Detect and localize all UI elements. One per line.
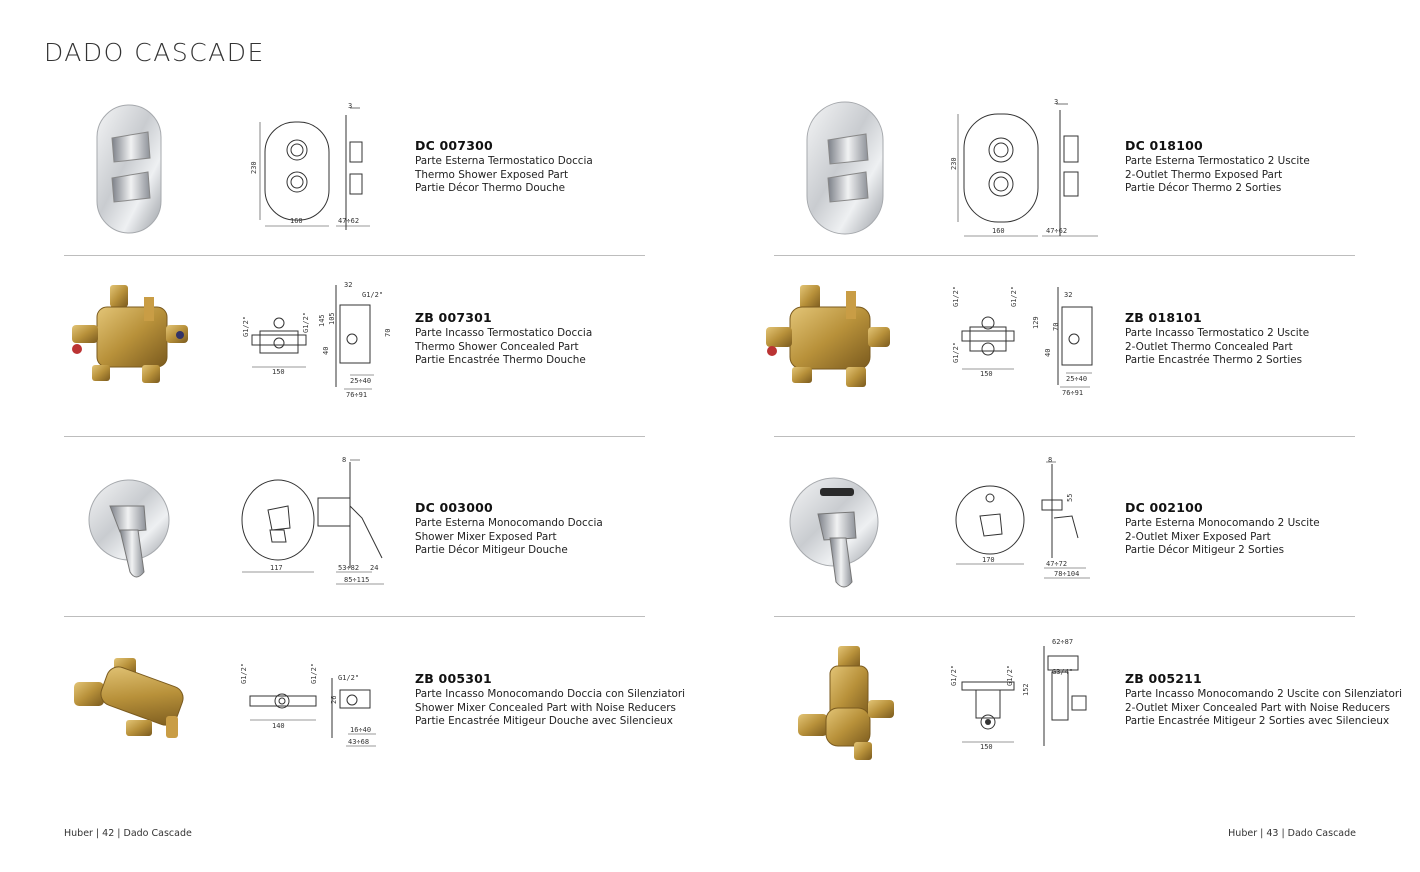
thermo-2-outlet-exposed-photo: [792, 100, 922, 270]
technical-drawing: [948, 638, 1123, 808]
svg-text:117: 117: [270, 564, 283, 572]
description-en: Thermo Shower Concealed Part: [415, 340, 579, 353]
svg-text:G1/2": G1/2": [1010, 285, 1018, 307]
description-it: Parte Esterna Termostatico Doccia: [415, 155, 593, 167]
product-code: DC 002100: [1125, 500, 1203, 515]
svg-text:150: 150: [272, 368, 285, 376]
svg-text:G1/2": G1/2": [242, 315, 250, 337]
description-en: 2-Outlet Thermo Concealed Part: [1125, 340, 1293, 353]
svg-text:8: 8: [342, 456, 347, 464]
description-en: Shower Mixer Exposed Part: [415, 530, 557, 543]
description-en: 2-Outlet Mixer Exposed Part: [1125, 530, 1271, 543]
technical-drawing: [232, 100, 407, 270]
svg-text:G1/2": G1/2": [952, 341, 960, 363]
description-it: Parte Incasso Monocomando 2 Uscite con Silenziatori: [1125, 688, 1402, 700]
svg-text:47÷62: 47÷62: [1046, 227, 1068, 235]
product-code: ZB 005301: [415, 671, 492, 686]
row-divider: [64, 616, 645, 617]
svg-text:25÷40: 25÷40: [350, 377, 372, 385]
description-en: 2-Outlet Mixer Concealed Part with Noise Reducers: [1125, 701, 1391, 714]
product-info: [415, 500, 603, 558]
svg-text:G1/2": G1/2": [240, 662, 248, 684]
description-fr: Partie Décor Mitigeur Douche: [415, 544, 568, 557]
shower-mixer-exposed-photo: [62, 458, 192, 628]
left-page-column: [0, 80, 720, 800]
svg-text:43÷68: 43÷68: [348, 738, 370, 746]
product-row-zb-007301: [0, 277, 720, 458]
description-fr: Partie Décor Mitigeur 2 Sorties: [1125, 544, 1284, 557]
svg-text:32: 32: [344, 281, 353, 289]
product-info: [415, 671, 685, 729]
svg-text:G1/2": G1/2": [310, 662, 318, 684]
svg-text:62÷87: 62÷87: [1052, 638, 1074, 646]
svg-text:32: 32: [1064, 291, 1073, 299]
svg-text:26: 26: [330, 695, 338, 704]
product-row-dc-018100: [710, 100, 1420, 281]
svg-text:76÷91: 76÷91: [346, 391, 368, 399]
product-code: DC 007300: [415, 138, 493, 153]
svg-text:230: 230: [950, 157, 958, 170]
thermo-exposed-part-photo: [62, 100, 192, 270]
product-row-zb-005211: [710, 638, 1420, 819]
svg-text:160: 160: [290, 217, 303, 225]
svg-text:3: 3: [1054, 98, 1059, 106]
shower-mixer-concealed-body-photo: [62, 638, 192, 808]
svg-text:76÷91: 76÷91: [1062, 389, 1084, 397]
thermo-2-outlet-concealed-body-photo: [762, 277, 892, 447]
description-it: Parte Esterna Termostatico 2 Uscite: [1125, 155, 1310, 167]
description-en: Thermo Shower Exposed Part: [415, 168, 569, 181]
product-info: [1125, 310, 1309, 368]
description-en: Shower Mixer Concealed Part with Noise Reducers: [415, 701, 676, 714]
svg-text:145: 145: [318, 314, 326, 327]
product-code: ZB 018101: [1125, 310, 1202, 325]
svg-text:152: 152: [1022, 683, 1030, 696]
svg-text:40: 40: [1044, 348, 1052, 357]
svg-text:G1/2": G1/2": [362, 291, 384, 299]
svg-text:53÷82: 53÷82: [338, 564, 360, 572]
svg-text:160: 160: [992, 227, 1005, 235]
svg-text:47÷62: 47÷62: [338, 217, 360, 225]
svg-text:G1/2": G1/2": [950, 664, 958, 686]
product-info: [1125, 500, 1320, 558]
svg-text:78÷104: 78÷104: [1054, 570, 1080, 578]
technical-drawing: [232, 458, 407, 628]
footer-right-page: Huber | 43 | Dado Cascade: [1228, 828, 1356, 839]
svg-text:G1/2": G1/2": [1006, 664, 1014, 686]
right-page-column: [710, 80, 1420, 800]
technical-drawing: [232, 638, 407, 808]
description-en: 2-Outlet Thermo Exposed Part: [1125, 168, 1283, 181]
footer-left-page: Huber | 42 | Dado Cascade: [64, 828, 192, 839]
product-code: ZB 005211: [1125, 671, 1202, 686]
product-row-dc-003000: [0, 458, 720, 639]
svg-text:3: 3: [348, 102, 353, 110]
svg-text:47÷72: 47÷72: [1046, 560, 1068, 568]
svg-text:G1/2": G1/2": [338, 674, 360, 682]
technical-drawing: [946, 100, 1121, 270]
description-it: Parte Incasso Termostatico Doccia: [415, 327, 593, 339]
svg-text:40: 40: [322, 346, 330, 355]
svg-text:85÷115: 85÷115: [344, 576, 370, 584]
description-fr: Partie Encastrée Thermo 2 Sorties: [1125, 354, 1303, 367]
product-info: [1125, 138, 1310, 196]
product-row-zb-018101: [710, 277, 1420, 458]
description-fr: Partie Décor Thermo Douche: [415, 182, 565, 195]
svg-text:129: 129: [1032, 316, 1040, 329]
svg-text:16÷40: 16÷40: [350, 726, 372, 734]
svg-text:105: 105: [328, 312, 336, 325]
description-it: Parte Esterna Monocomando 2 Uscite: [1125, 517, 1320, 529]
product-row-zb-005301: [0, 638, 720, 819]
product-code: DC 003000: [415, 500, 493, 515]
svg-text:25÷40: 25÷40: [1066, 375, 1088, 383]
description-fr: Partie Encastrée Mitigeur Douche avec Silencieux: [415, 715, 673, 728]
description-it: Parte Incasso Monocomando Doccia con Silenziatori: [415, 688, 686, 700]
row-divider: [774, 616, 1355, 617]
svg-text:G1/2": G1/2": [302, 311, 310, 333]
svg-text:24: 24: [370, 564, 379, 572]
description-fr: Partie Encastrée Mitigeur 2 Sorties avec Silencieux: [1125, 715, 1390, 728]
svg-text:70: 70: [384, 328, 392, 337]
product-info: [415, 138, 593, 196]
product-code: ZB 007301: [415, 310, 492, 325]
svg-text:8: 8: [1048, 456, 1053, 464]
technical-drawing: [948, 458, 1123, 628]
description-it: Parte Incasso Termostatico 2 Uscite: [1125, 327, 1310, 339]
row-divider: [774, 436, 1355, 437]
technical-drawing: [948, 277, 1123, 447]
row-divider: [774, 255, 1355, 256]
row-divider: [64, 255, 645, 256]
svg-text:55: 55: [1066, 493, 1074, 502]
product-info: [415, 310, 592, 368]
mixer-2-outlet-concealed-body-photo: [782, 638, 912, 808]
product-row-dc-007300: [0, 100, 720, 281]
page-title: DADO CASCADE: [44, 38, 265, 67]
svg-text:G3/4": G3/4": [1052, 668, 1074, 676]
product-code: DC 018100: [1125, 138, 1203, 153]
svg-text:150: 150: [980, 370, 993, 378]
technical-drawing: [232, 277, 407, 447]
description-fr: Partie Encastrée Thermo Douche: [415, 354, 586, 367]
svg-text:230: 230: [250, 161, 258, 174]
svg-text:170: 170: [982, 556, 995, 564]
mixer-2-outlet-exposed-photo: [782, 458, 912, 628]
product-row-dc-002100: [710, 458, 1420, 639]
svg-text:150: 150: [980, 743, 993, 751]
thermo-concealed-body-photo: [62, 277, 192, 447]
description-fr: Partie Décor Thermo 2 Sorties: [1125, 182, 1282, 195]
description-it: Parte Esterna Monocomando Doccia: [415, 517, 603, 529]
svg-text:70: 70: [1052, 322, 1060, 331]
svg-text:140: 140: [272, 722, 285, 730]
product-info: [1125, 671, 1402, 729]
row-divider: [64, 436, 645, 437]
svg-text:G1/2": G1/2": [952, 285, 960, 307]
